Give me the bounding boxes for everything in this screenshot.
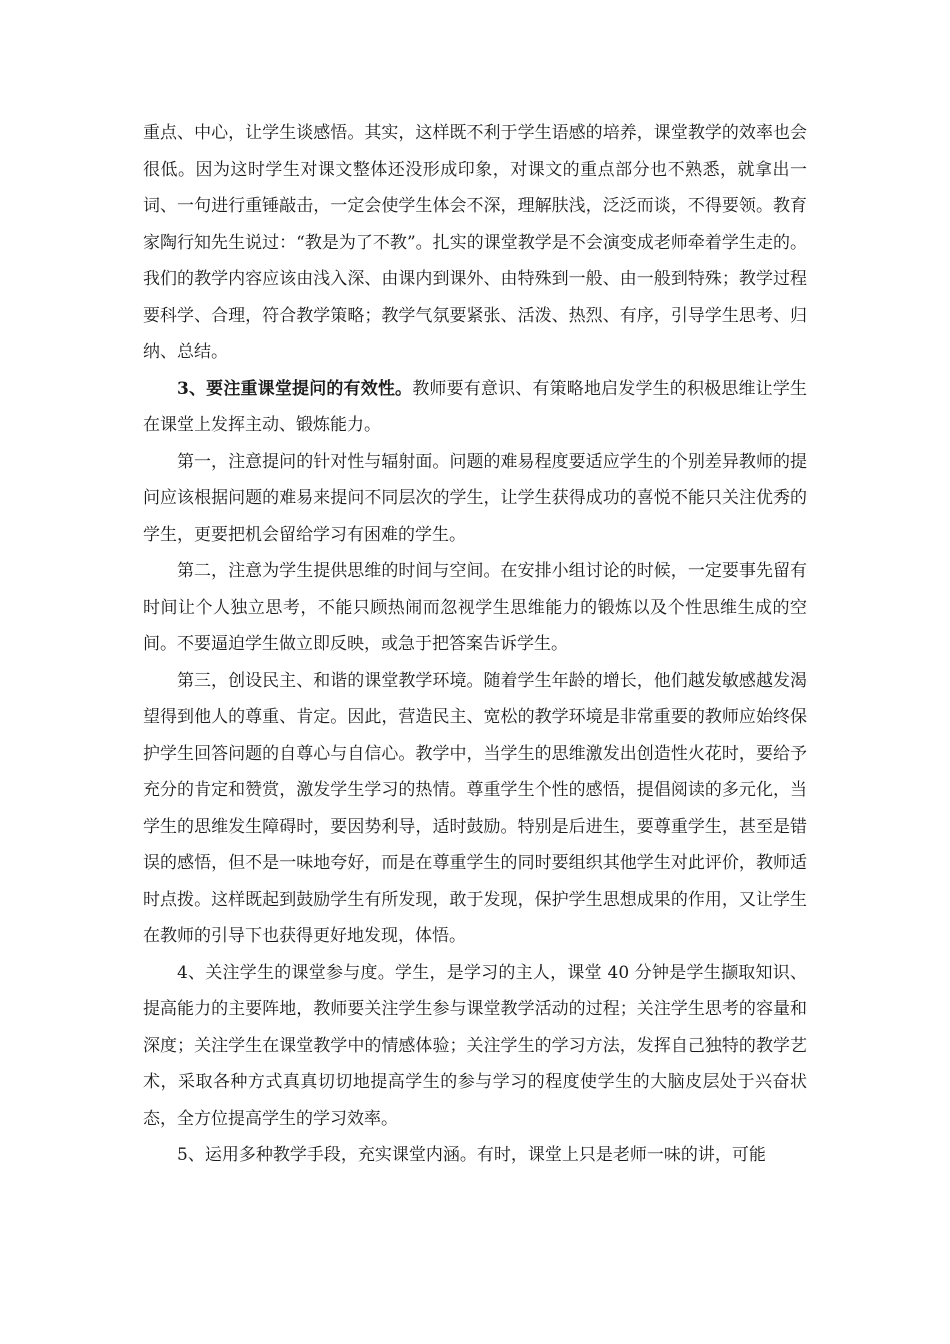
paragraph-6: 4、关注学生的课堂参与度。学生，是学习的主人，课堂 40 分钟是学生撷取知识、提高能力的主要阵地，教师要关注学生参与课堂教学活动的过程；关注学生思考的容量和深度；关注学生在课堂教学中的情感体验；关注学生的学习方法，发挥自己独特的教学艺术，采取各种方式真真切切地提高学生的参与学习的程度使学生的大脑皮层处于兴奋状态，全方位提高学生的学习效率。: [143, 962, 807, 1129]
paragraph-2: [143, 371, 807, 444]
paragraph-2-heading: 3、要注重课堂提问的有效性。: [177, 378, 413, 399]
paragraph-4: 第二，注意为学生提供思维的时间与空间。在安排小组讨论的时候，一定要事先留有时间让个人独立思考，不能只顾热闹而忽视学生思维能力的锻炼以及个性思维生成的空间。不要逼迫学生做立即反映，或急于把答案告诉学生。: [143, 561, 807, 654]
paragraph-1: 重点、中心，让学生谈感悟。其实，这样既不利于学生语感的培养，课堂教学的效率也会很低。因为这时学生对课文整体还没形成印象，对课文的重点部分也不熟悉，就拿出一词、一句进行重锤敲击，一定会使学生体会不深，理解肤浅，泛泛而谈，不得要领。教育家陶行知先生说过：“教是为了不教”。扎实的课堂教学是不会演变成老师牵着学生走的。我们的教学内容应该由浅入深、由课内到课外、由特殊到一般、由一般到特殊；教学过程要科学、合理，符合教学策略；教学气氛要紧张、活泼、热烈、有序，引导学生思考、归纳、总结。: [143, 123, 807, 362]
paragraph-3: 第一，注意提问的针对性与辐射面。问题的难易程度要适应学生的个别差异教师的提问应该根据问题的难易来提问不同层次的学生，让学生获得成功的喜悦不能只关注优秀的学生，更要把机会留给学习有困难的学生。: [143, 451, 807, 545]
paragraph-5: 第三，创设民主、和谐的课堂教学环境。随着学生年龄的增长，他们越发敏感越发渴望得到他人的尊重、肯定。因此，营造民主、宽松的教学环境是非常重要的教师应始终保护学生回答问题的自尊心与自信心。教学中，当学生的思维激发出创造性火花时，要给予充分的肯定和赞赏，激发学生学习的热情。尊重学生个性的感悟，提倡阅读的多元化，当学生的思维发生障碍时，要因势利导，适时鼓励。特别是后进生，要尊重学生，甚至是错误的感悟，但不是一味地夸好，而是在尊重学生的同时要组织其他学生对此评价，教师适时点拨。这样既起到鼓励学生有所发现，敢于发现，保护学生思想成果的作用，又让学生在教师的引导下也获得更好地发现，体悟。: [143, 670, 807, 946]
paragraph-7: 5、运用多种教学手段，充实课堂内涵。有时，课堂上只是老师一味的讲，可能: [177, 1145, 766, 1165]
paragraph-2-text: 教师要有意识、有策略地启发学生的积极思维让学生在课堂上发挥主动、锻炼能力。: [143, 378, 808, 435]
document-body: [143, 115, 807, 1174]
